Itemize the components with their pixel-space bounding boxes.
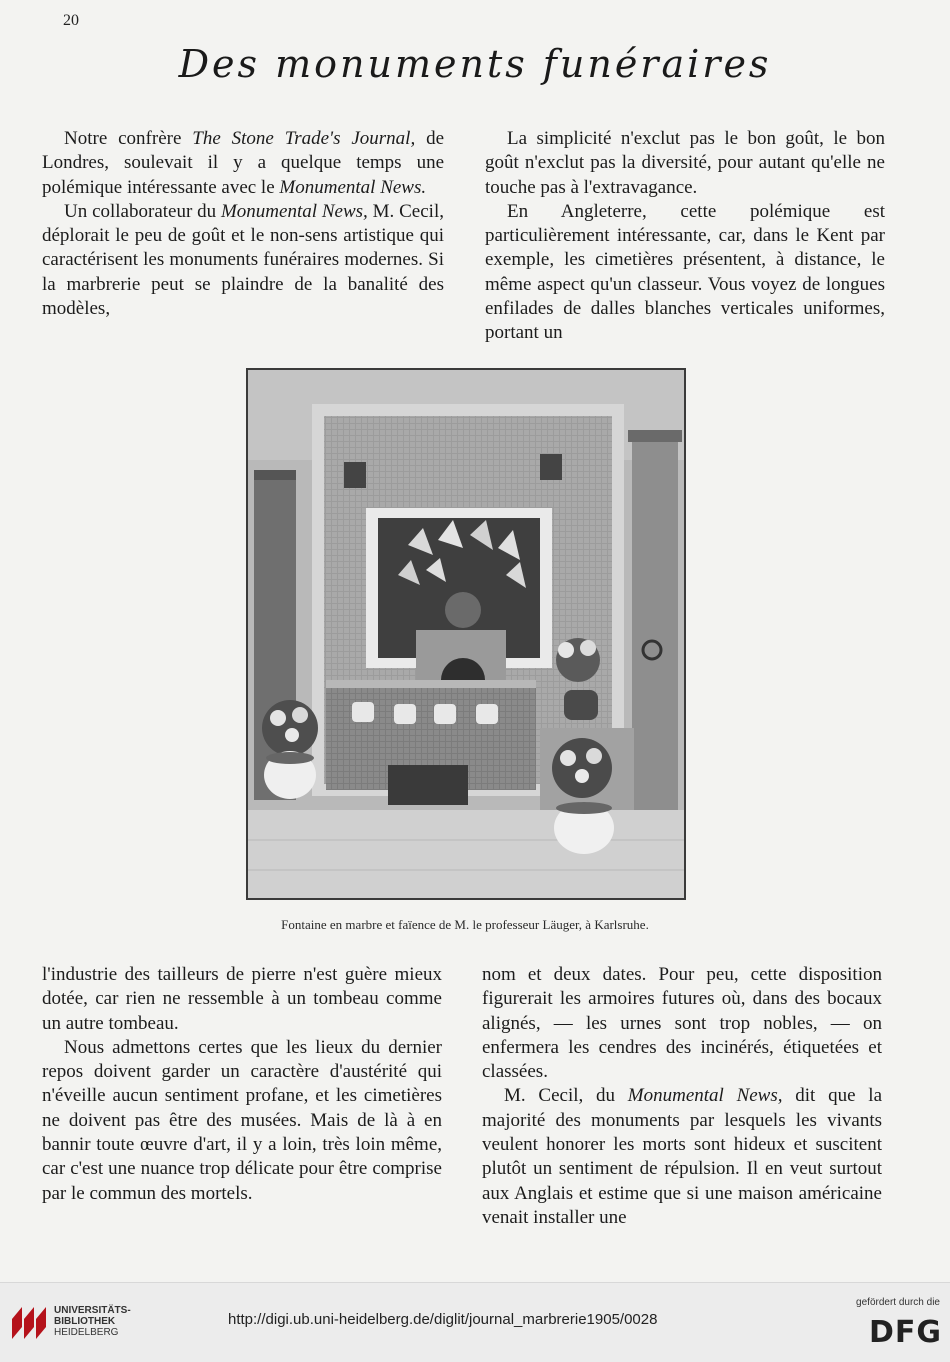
paragraph — [42, 127, 444, 200]
funded-by-label: gefördert durch die — [856, 1297, 940, 1308]
digital-library-footer — [0, 1282, 950, 1362]
paragraph — [482, 1084, 882, 1230]
library-name-line: UNIVERSITÄTS- — [54, 1305, 131, 1316]
journal-name: Monumental News, — [627, 1085, 783, 1107]
library-name-line: BIBLIOTHEK — [54, 1316, 116, 1327]
journal-name: The Stone Trade's Journal, — [192, 128, 416, 149]
library-logo-icon — [8, 1301, 50, 1343]
text-run: de Londres, soulevait il y a quelque temps une polémique intéressante avec le — [42, 128, 445, 198]
column-top-right — [485, 127, 885, 346]
paragraph: En Angleterre, cette polémique est particulièrement intéressante, car, dans le Kent par exemple, les cimetières présentent, à distance, le même aspect qu'un classeur. Vous voyez de longues enfilades de dalles blanches verticales uniformes, portant un — [485, 200, 885, 344]
paragraph: La simplicité n'exclut pas le bon goût, le bon goût n'exclut pas la diversité, pour autant qu'elle ne touche pas à l'extravagance. — [485, 128, 885, 198]
text-run: Un collaborateur du — [64, 200, 221, 222]
article-title: Des monuments funéraires — [178, 42, 772, 86]
fountain-photograph — [246, 368, 686, 900]
column-top-left — [42, 127, 444, 321]
paragraph — [42, 200, 444, 321]
text-run: dit que la majorité des monuments par lesquels les vivants veulent honorer les morts sont hideux et suscitent plutôt un sentiment de répulsion. Il en veut surtout aux Anglais et estime que si une maison américaine venait installer une — [482, 1085, 883, 1228]
column-bottom-right — [482, 963, 882, 1230]
paragraph: Nous admettons certes que les lieux du dernier repos doivent garder un caractère d'austérité qui n'éveille aucun sentiment profane, et les cimetières ne doivent pas être des musées. Mais de là à en bannir toute œuvre d'art, il y a loin, très loin même, car c'est une nuance trop délicate pour être comprise par le commun des mortels. — [42, 1036, 442, 1204]
text-run: M. Cecil, du — [504, 1085, 628, 1107]
column-bottom-left — [42, 963, 442, 1206]
source-url-link[interactable]: http://digi.ub.uni-heidelberg.de/diglit/journal_marbrerie1905/0028 — [228, 1311, 658, 1328]
text-run: M. Cecil, déplorait le peu de goût et le non-sens artistique qui caractérisent les monuments funéraires modernes. Si la marbrerie peut se plaindre de la banalité des modèles, — [42, 200, 444, 320]
library-name-line: HEIDELBERG — [54, 1327, 119, 1338]
journal-name: Monumental News. — [279, 176, 427, 198]
library-name — [54, 1305, 131, 1338]
fountain-illustration — [248, 370, 684, 898]
journal-name: Monumental News, — [220, 200, 368, 222]
figure-caption: Fontaine en marbre et faïence de M. le professeur Läuger, à Karlsruhe. — [281, 917, 649, 932]
paragraph: nom et deux dates. Pour peu, cette disposition figurerait les armoires futures où, dans des bocaux alignés, — les urnes sont trop nobles, — on enfermera les cendres des incinérés, étiquetées et classées. — [482, 964, 882, 1083]
page-number: 20 — [63, 12, 79, 29]
text-run: Notre confrère — [64, 128, 193, 149]
paragraph: l'industrie des tailleurs de pierre n'est guère mieux dotée, car rien ne ressemble à un tombeau comme un autre tombeau. — [42, 964, 442, 1034]
dfg-logo: DFG — [868, 1315, 942, 1350]
